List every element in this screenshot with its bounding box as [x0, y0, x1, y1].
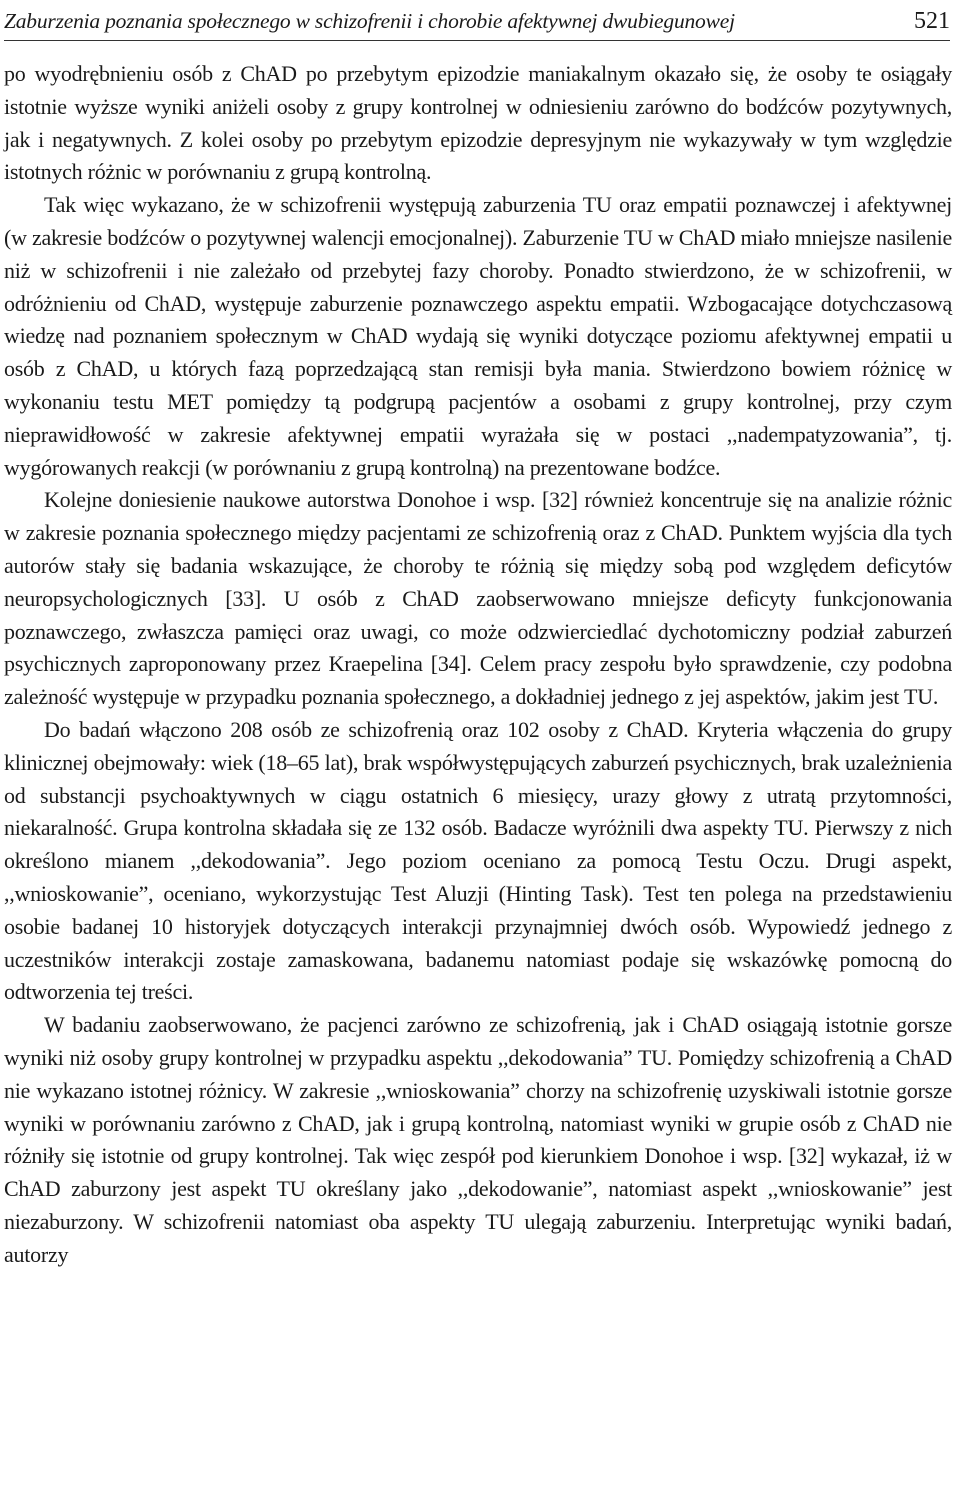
page-number: 521	[914, 7, 950, 34]
running-title: Zaburzenia poznania społecznego w schizofrenii i chorobie afektywnej dwubiegunowej	[4, 8, 735, 33]
paragraph: Do badań włączono 208 osób ze schizofrenią oraz 102 osoby z ChAD. Kryteria włączenia do grupy klinicznej obejmowały: wiek (18–65 lat), brak współwystępujących zaburzeń psychicznych, brak uzależnienia od substancji psychoaktywnych w ciągu ostatnich 6 miesięcy, urazy głowy z utratą przytomności, niekaralność. Grupa kontrolna składała się ze 132 osób. Badacze wyróżnili dwa aspekty TU. Pierwszy z nich określono mianem ,,dekodowania”. Jego poziom oceniano za pomocą Testu Oczu. Drugi aspekt, ,,wnioskowanie”, oceniano, wykorzystując Test Aluzji (Hinting Task). Test ten polega na przedstawieniu osobie badanej 10 historyjek dotyczących interakcji przynajmniej dwóch osób. Wypowiedź jednego z uczestników interakcji zostaje zamaskowana, badanemu natomiast podaje się wskazówkę pomocną do odtworzenia tej treści.	[4, 716, 952, 1005]
paragraph: Tak więc wykazano, że w schizofrenii występują zaburzenia TU oraz empatii poznawczej i afektywnej (w zakresie bodźców o pozytywnej walencji emocjonalnej). Zaburzenie TU w ChAD miało mniejsze nasilenie niż w schizofrenii i nie zależało od przebytej fazy choroby. Ponadto stwierdzono, że w schizofrenii, w odróżnieniu od ChAD, występuje zaburzenie poznawczego aspektu empatii. Wzbogacające dotychczasową wiedzę nad poznaniem społecznym w ChAD wydają się wyniki dotyczące poziomu afektywnej empatii u osób z ChAD, u których fazą poprzedzającą stan remisji była mania. Stwierdzono bowiem różnicę w wykonaniu testu MET pomiędzy tą podgrupą pacjentów a osobami z grupy kontrolnej, przy czym nieprawidłowość w zakresie afektywnej empatii wyrażała się w postaci ,,nadempatyzowania”, tj. wygórowanych reakcji (w porównaniu z grupą kontrolną) na prezentowane bodźce.	[4, 192, 952, 480]
paragraph: Kolejne doniesienie naukowe autorstwa Donohoe i wsp. [32] również koncentruje się na analizie różnic w zakresie poznania społecznego między pacjentami ze schizofrenią oraz z ChAD. Punktem wyjścia dla tych autorów stały się badania wskazujące, że choroby te różnią się między sobą pod względem deficytów neuropsychologicznych [33]. U osób z ChAD zaobserwowano mniejsze deficyty funkcjonowania poznawczego, zwłaszcza pamięci oraz uwagi, co może odzwierciedlać dychotomiczny podział zaburzeń psychicznych zaproponowany przez Kraepelina [34]. Celem pracy zespołu było sprawdzenie, czy podobna zależność występuje w przypadku poznania społecznego, a dokładniej jednego z jej aspektów, jakim jest TU.	[4, 487, 952, 710]
paragraph: W badaniu zaobserwowano, że pacjenci zarówno ze schizofrenią, jak i ChAD osiągają istotnie gorsze wyniki niż osoby grupy kontrolnej w przypadku aspektu ,,dekodowania” TU. Pomiędzy schizofrenią a ChAD nie wykazano istotnej różnicy. W zakresie ,,wnioskowania” chorzy na schizofrenię uzyskiwali istotnie gorsze wyniki w porównaniu zarówno z ChAD, jak i grupą kontrolną, natomiast wyniki w grupie osób z ChAD nie różniły się istotnie od grupy kontrolnej. Tak więc zespół pod kierunkiem Donohoe i wsp. [32] wykazał, iż w ChAD zaburzony jest aspekt TU określany jako ,,dekodowanie”, natomiast aspekt ,,wnioskowanie” jest niezaburzony. W schizofrenii natomiast oba aspekty TU ulegają zaburzeniu. Interpretując wyniki badań, autorzy	[4, 1012, 952, 1267]
running-header	[4, 2, 950, 41]
article-body	[4, 58, 952, 1271]
paragraph-continued: po wyodrębnieniu osób z ChAD po przebytym epizodzie maniakalnym okazało się, że osoby te osiągały istotnie wyższe wyniki aniżeli osoby z grupy kontrolnej w odniesieniu zarówno do bodźców pozytywnych, jak i negatywnych. Z kolei osoby po przebytym epizodzie depresyjnym nie wykazywały w tym względzie istotnych różnic w porównaniu z grupą kontrolną.	[4, 61, 952, 185]
